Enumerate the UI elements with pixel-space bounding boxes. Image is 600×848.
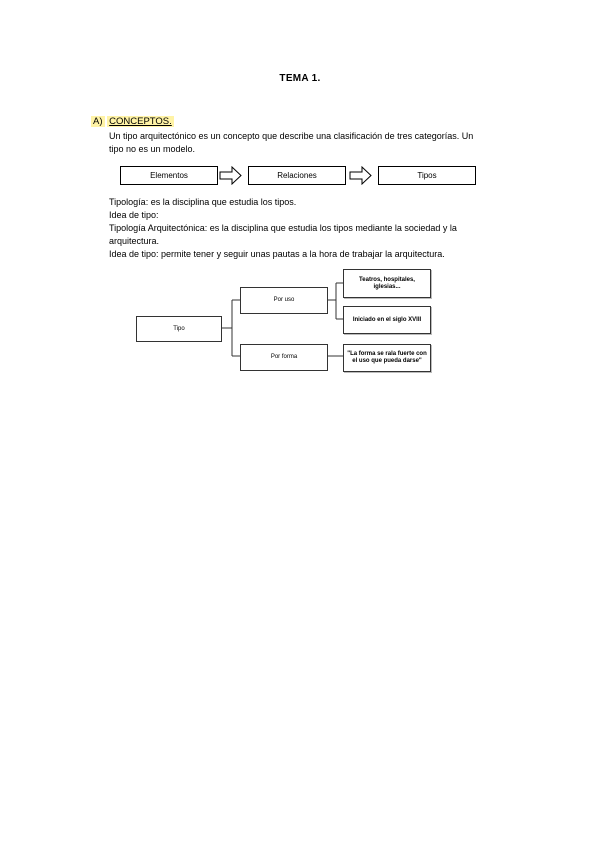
definition-line: arquitectura. <box>109 236 160 246</box>
definition-line: Tipología Arquitectónica: es la disciplina que estudia los tipos mediante la sociedad y la <box>109 223 457 233</box>
intro-line-2: tipo no es un modelo. <box>109 144 196 154</box>
section-title: CONCEPTOS. <box>109 116 172 127</box>
flow-box-relaciones: Relaciones <box>248 166 346 185</box>
leaf-quote-line2: el uso que pueda darse" <box>352 358 422 364</box>
tree-root: Tipo <box>136 316 222 342</box>
tree-branch-form: Por forma <box>240 344 328 371</box>
flow-box-elementos: Elementos <box>120 166 218 185</box>
tree-leaf-examples <box>343 269 431 298</box>
leaf-examples-line1: Teatros, hospitales, <box>359 276 415 283</box>
tree-leaf-origin: Iniciado en el siglo XVIII <box>343 306 431 334</box>
definition-line: Idea de tipo: permite tener y seguir unas pautas a la hora de trabajar la arquitectura. <box>109 249 445 259</box>
definition-line: Tipología: es la disciplina que estudia los tipos. <box>109 197 297 207</box>
leaf-examples-line2: iglesias... <box>373 283 401 290</box>
tree-branch-use: Por uso <box>240 287 328 314</box>
page-title: TEMA 1. <box>279 73 321 84</box>
definition-line: Idea de tipo: <box>109 210 159 220</box>
section-marker: A) <box>93 116 103 127</box>
leaf-quote-line1: "La forma se rala fuerte con <box>347 351 427 357</box>
intro-line-1: Un tipo arquitectónico es un concepto que describe una clasificación de tres categorías. Un <box>109 131 474 141</box>
tree-leaf-form-quote <box>343 344 431 372</box>
flow-box-tipos: Tipos <box>378 166 476 185</box>
